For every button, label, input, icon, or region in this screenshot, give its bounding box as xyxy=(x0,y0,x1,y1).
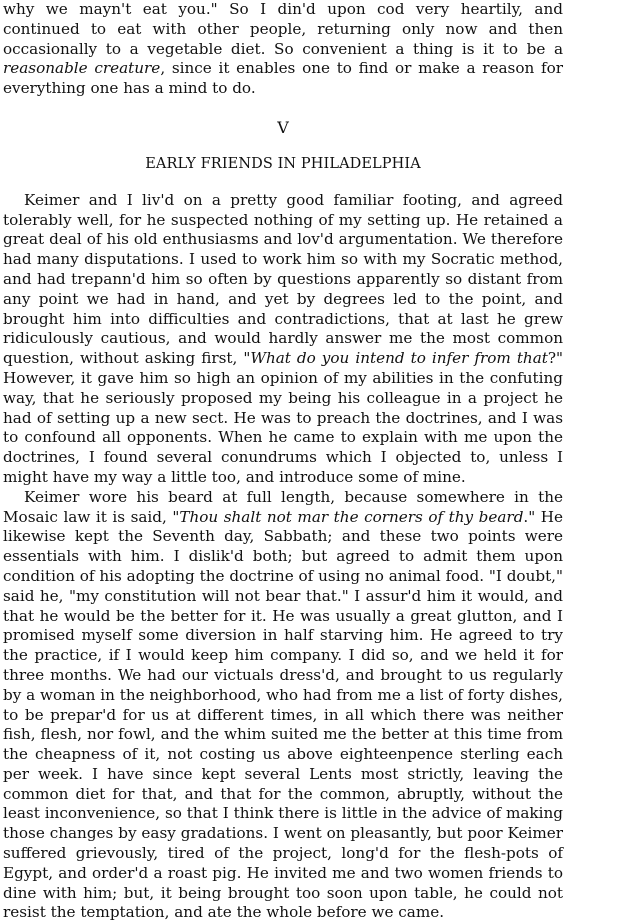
paragraph-2-text-1: Keimer wore his beard at full length, because somewhere in the Mosaic law it is said, " xyxy=(3,487,563,526)
paragraph-2-text-2: ." He likewise kept the Seventh day, Sabbath; and these two points were essentials with him. I dislik'd both; but agreed to admit them upon condition of his adopting the doctrine of using no animal food. "I doubt," said he, "my constitution will not bear that." I assur'd him it would, and that he would be the better for it. He was usually a great glutton, and I promised myself some diversion in half starving him. He agreed to try the practice, if I would keep him company. I did so, and we held it for three months. We had our victuals dress'd, and brought to us regularly by a woman in the neighborhood, who had from me a list of forty dishes, to be prepar'd for us at different times, in all which there was neither fish, flesh, nor fowl, and the whim suited me the better at this time from the cheapness of it, not costing us above eighteenpence sterling each per week. I have since kept several Lents most strictly, leaving the common diet for that, and that for the common, abruptly, without the least inconvenience, so that I think there is little in the advice of making those changes by easy gradations. I went on pleasantly, but poor Keimer suffered grievously, tired of the project, long'd for the flesh-pots of Egypt, and order'd a roast pig. He invited me and two women friends to dine with him; but, it being brought too soon upon table, he could not resist the temptation, and ate the whole before we came. xyxy=(3,507,564,922)
opening-text-1: why we mayn't eat you." So I din'd upon cod very heartily, and continued to eat with other people, returning only now and then occasionally to a vegetable diet. So convenient a thing is it to be a xyxy=(3,0,563,58)
opening-text-2: , since it enables one to find or make a reason for everything one has a mind to do. xyxy=(3,59,564,98)
paragraph-1-text-1: Keimer and I liv'd on a pretty good familiar footing, and agreed tolerably well, for he suspected nothing of my setting up. He retained a great deal of his old enthusiasms and lov'd argumentation. We therefore had many disputations. I used to work him so with my Socratic method, and had trepann'd him so often by questions apparently so distant from any point we had in hand, and yet by degrees led to the point, and brought him into difficulties and contradictions, that at last he grew ridiculously cautious, and would hardly answer me the most common question, without asking first, " xyxy=(3,190,563,368)
paragraph-2 xyxy=(3,488,563,923)
paragraph-1-text-2: ?" However, it gave him so high an opinion of my abilities in the confuting way, that he seriously proposed my being his colleague in a project he had of setting up a new sect. He was to preach the doctrines, and I was to confound all opponents. When he came to explain with me upon the doctrines, I found several conundrums which I objected to, unless I might have my way a little too, and introduce some of mine. xyxy=(3,349,564,486)
paragraph-1-emphasis: What do you intend to infer from that xyxy=(250,349,548,368)
paragraph-2-emphasis: Thou shalt not mar the corners of thy beard xyxy=(179,507,524,526)
paragraph-1 xyxy=(3,191,563,488)
opening-paragraph xyxy=(3,0,563,99)
chapter-number: V xyxy=(277,117,289,137)
opening-emphasis: reasonable creature xyxy=(3,59,161,78)
chapter-title: EARLY FRIENDS IN PHILADELPHIA xyxy=(145,155,421,172)
book-page xyxy=(3,0,563,923)
